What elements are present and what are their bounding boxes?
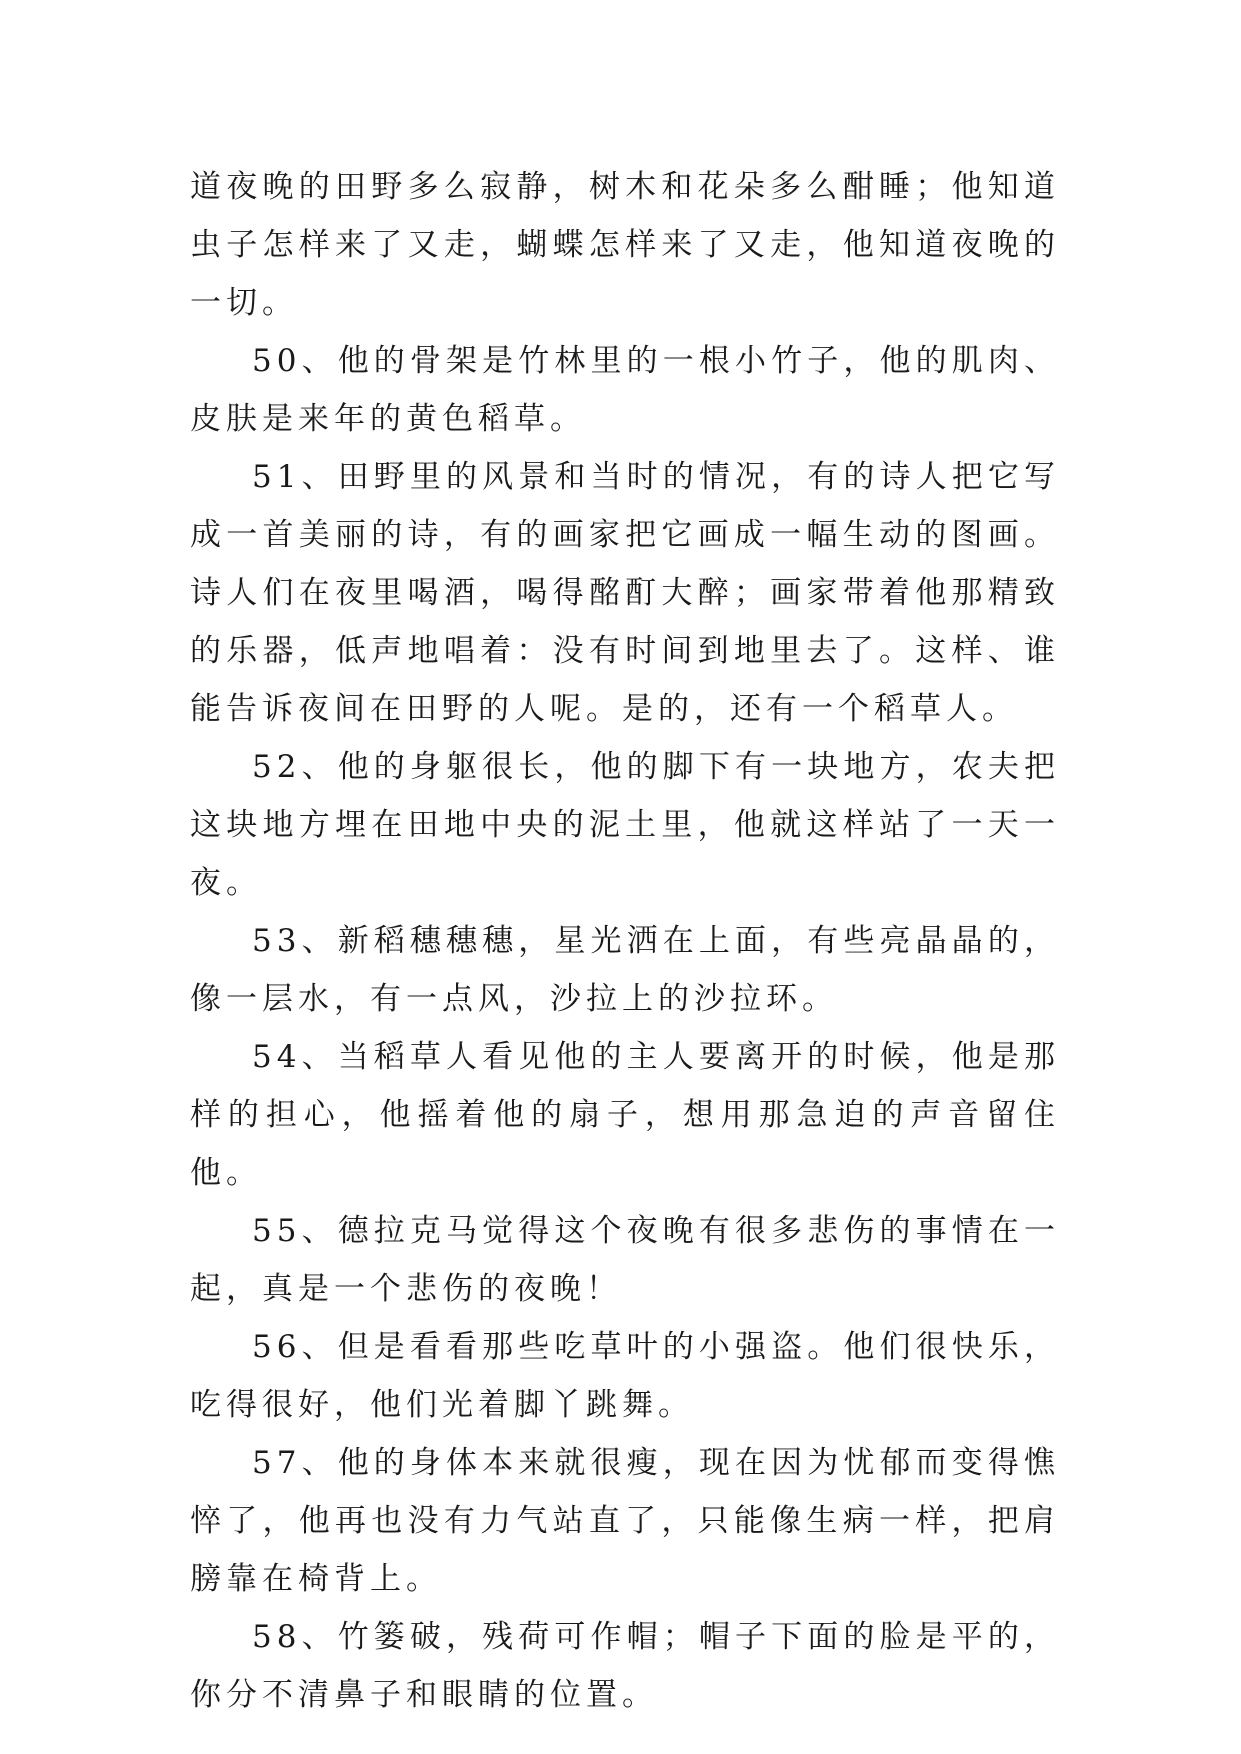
paragraph-55: 55、德拉克马觉得这个夜晚有很多悲伤的事情在一起，真是一个悲伤的夜晚！ <box>190 1213 1060 1307</box>
paragraph-50: 50、他的骨架是竹林里的一根小竹子，他的肌肉、皮肤是来年的黄色稻草。 <box>190 343 1060 437</box>
paragraph-52: 52、他的身躯很长，他的脚下有一块地方，农夫把这块地方埋在田地中央的泥土里，他就这样站了一天一夜。 <box>190 749 1060 901</box>
paragraph-57: 57、他的身体本来就很瘦，现在因为忧郁而变得憔悴了，他再也没有力气站直了，只能像生病一样，把肩膀靠在椅背上。 <box>190 1445 1060 1597</box>
paragraph-56: 56、但是看看那些吃草叶的小强盗。他们很快乐，吃得很好，他们光着脚丫跳舞。 <box>190 1329 1060 1423</box>
paragraph-54: 54、当稻草人看见他的主人要离开的时候，他是那样的担心，他摇着他的扇子，想用那急迫的声音留住他。 <box>190 1039 1060 1191</box>
body-text <box>190 158 1060 1724</box>
paragraph-58: 58、竹篓破，残荷可作帽；帽子下面的脸是平的，你分不清鼻子和眼睛的位置。 <box>190 1619 1060 1713</box>
paragraph-51: 51、田野里的风景和当时的情况，有的诗人把它写成一首美丽的诗，有的画家把它画成一幅生动的图画。诗人们在夜里喝酒，喝得酩酊大醉；画家带着他那精致的乐器，低声地唱着：没有时间到地里去了。这样、谁能告诉夜间在田野的人呢。是的，还有一个稻草人。 <box>190 459 1060 727</box>
paragraph-continuation: 道夜晚的田野多么寂静，树木和花朵多么酣睡；他知道虫子怎样来了又走，蝴蝶怎样来了又走，他知道夜晚的一切。 <box>190 169 1060 321</box>
paragraph-53: 53、新稻穗穗穗，星光洒在上面，有些亮晶晶的，像一层水，有一点风，沙拉上的沙拉环。 <box>190 923 1060 1017</box>
